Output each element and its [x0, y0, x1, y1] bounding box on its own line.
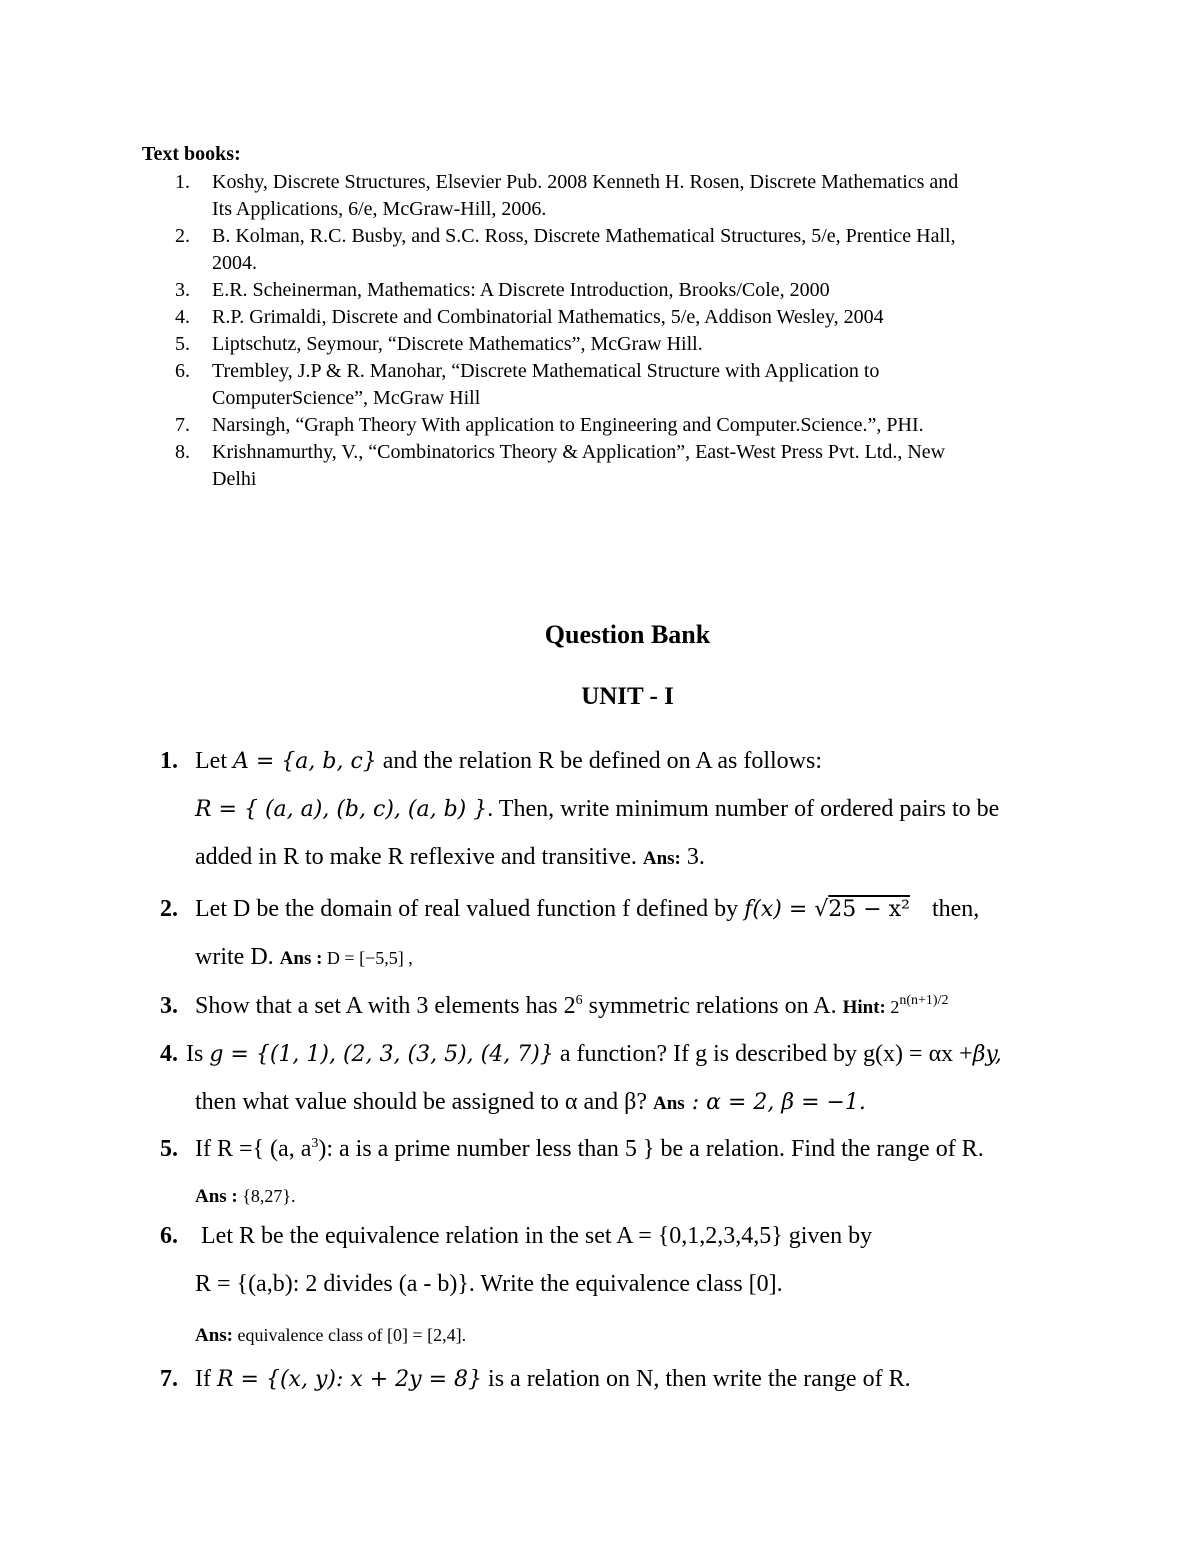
textbook-item [142, 277, 1102, 304]
question-text: is a relation on N, then write the range of R. [482, 1366, 911, 1392]
textbook-item [142, 331, 1102, 358]
answer-value: {8,27}. [237, 1186, 296, 1206]
superscript: 3 [311, 1136, 319, 1151]
question-text: Show that a set A with 3 elements has 2 [195, 993, 576, 1019]
textbook-line: Delhi [212, 468, 257, 490]
question-line [195, 1321, 466, 1348]
math-expression: R = { (a, a), (b, c), (a, b) } [195, 797, 488, 822]
textbook-number: 1. [175, 171, 190, 193]
textbook-line: 2004. [212, 252, 257, 274]
question-number: 7. [160, 1366, 178, 1392]
hint-value: 2 [885, 997, 900, 1017]
question-line [186, 1041, 1002, 1068]
question-line [195, 896, 979, 923]
answer-value: equivalence class of [0] = [2,4]. [233, 1325, 467, 1345]
question-line [195, 1271, 783, 1298]
question-line [195, 796, 999, 823]
math-radicand: 25 − x² [828, 897, 910, 922]
question-number: 5. [160, 1136, 178, 1162]
question-text: If [195, 1366, 217, 1392]
question-text: a function? If g is described by g(x) = αx + [553, 1041, 973, 1067]
textbook-line: Krishnamurthy, V., “Combinatorics Theory & Application”, East-West Press Pvt. Ltd., New [212, 441, 946, 463]
textbook-line: Koshy, Discrete Structures, Elsevier Pub. 2008 Kenneth H. Rosen, Discrete Mathematics and [212, 171, 959, 193]
textbook-number: 6. [175, 360, 190, 382]
answer-value: 3. [680, 844, 705, 870]
question-number: 4. [160, 1041, 178, 1067]
question-text: If R ={ (a, a [195, 1136, 312, 1162]
answer-label: Ans : [195, 1186, 238, 1207]
answer-label: Ans : [279, 948, 323, 969]
question-line [195, 1366, 911, 1393]
answer-label: Ans: [642, 848, 681, 869]
question-text: . Then, write minimum number of ordered pairs to be [487, 796, 1000, 822]
textbook-item [142, 412, 1102, 439]
question-bank-title: Question Bank [544, 620, 711, 649]
question-text: then what value should be assigned to α and β? [195, 1089, 654, 1115]
textbook-number: 7. [175, 414, 190, 436]
textbook-line: Liptschutz, Seymour, “Discrete Mathematics”, McGraw Hill. [212, 333, 703, 355]
question-line [195, 1089, 866, 1116]
textbook-number: 3. [175, 279, 190, 301]
question-text: R = {(a,b): 2 divides (a - b)}. Write the equivalence class [0]. [195, 1271, 783, 1297]
math-expression: g = {(1, 1), (2, 3, (3, 5), (4, 7)} [209, 1042, 554, 1067]
question-line [195, 1136, 984, 1163]
question-text: Let D be the domain of real valued function f defined by [195, 896, 745, 922]
textbook-number: 4. [175, 306, 190, 328]
question-line [195, 944, 413, 971]
unit-heading: UNIT - I [581, 683, 674, 710]
question-number: 1. [160, 748, 178, 774]
math-expression: βy, [972, 1042, 1002, 1067]
textbook-line: ComputerScience”, McGraw Hill [212, 387, 481, 409]
math-expression: f(x) = √ [744, 897, 829, 922]
answer-value: D = [−5,5] , [322, 948, 413, 968]
math-expression: R = {(x, y): x + 2y = 8} [216, 1367, 483, 1392]
textbook-line: Its Applications, 6/e, McGraw-Hill, 2006. [212, 198, 547, 220]
textbook-number: 5. [175, 333, 190, 355]
textbook-item [142, 169, 1102, 223]
question-line [195, 748, 822, 775]
question-text: Let R be the equivalence relation in the set A = {0,1,2,3,4,5} given by [201, 1223, 873, 1249]
math-expression: A = {a, b, c} [232, 749, 377, 774]
question-line [195, 993, 948, 1020]
question-text: symmetric relations on A. [582, 993, 843, 1019]
question-text: added in R to make R reflexive and transitive. [195, 844, 643, 870]
textbook-line: R.P. Grimaldi, Discrete and Combinatorial Mathematics, 5/e, Addison Wesley, 2004 [212, 306, 884, 328]
superscript: n(n+1)/2 [899, 993, 949, 1008]
answer-label: Ans: [195, 1325, 234, 1346]
textbooks-heading: Text books: [142, 143, 241, 165]
textbook-number: 8. [175, 441, 190, 463]
question-text: Is [186, 1041, 210, 1067]
textbook-line: Trembley, J.P & R. Manohar, “Discrete Mathematical Structure with Application to [212, 360, 880, 382]
question-text: ): a is a prime number less than 5 } be a relation. Find the range of R. [318, 1136, 984, 1162]
textbook-item [142, 439, 1102, 493]
textbook-line: Narsingh, “Graph Theory With application to Engineering and Computer.Science.”, PHI. [212, 414, 924, 436]
textbooks-list [142, 169, 1102, 493]
question-text: and the relation R be defined on A as follows: [376, 748, 823, 774]
question-line [201, 1223, 872, 1250]
answer-label: Ans [653, 1093, 685, 1114]
textbook-item [142, 223, 1102, 277]
hint-label: Hint: [842, 997, 886, 1018]
question-line [195, 844, 705, 871]
textbook-number: 2. [175, 225, 190, 247]
textbook-item [142, 304, 1102, 331]
question-number: 2. [160, 896, 178, 922]
superscript: 6 [575, 993, 583, 1008]
question-text: Let [195, 748, 233, 774]
textbook-line: B. Kolman, R.C. Busby, and S.C. Ross, Discrete Mathematical Structures, 5/e, Prentice Hall, [212, 225, 956, 247]
answer-value: : α = 2, β = −1. [684, 1090, 866, 1115]
question-number: 6. [160, 1223, 178, 1249]
question-number: 3. [160, 993, 178, 1019]
textbook-item [142, 358, 1102, 412]
question-line [195, 1182, 296, 1209]
question-text: then, [931, 896, 980, 922]
question-text: write D. [195, 944, 280, 970]
textbook-line: E.R. Scheinerman, Mathematics: A Discrete Introduction, Brooks/Cole, 2000 [212, 279, 830, 301]
